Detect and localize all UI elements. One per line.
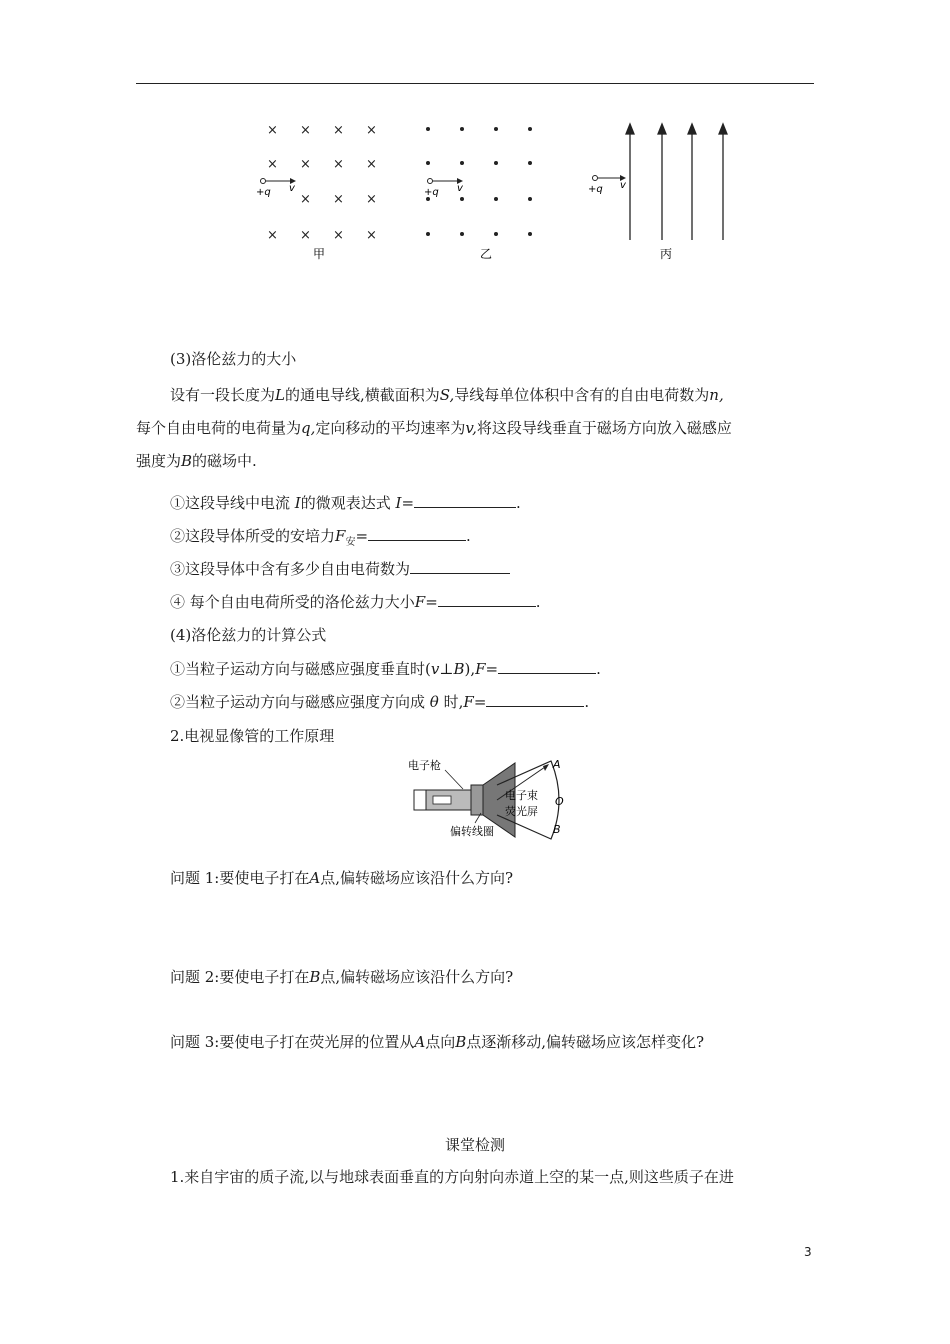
section3-para-line1: 设有一段长度为L的通电导线,横截面积为S,导线每单位体积中含有的自由电荷数为n,	[170, 386, 724, 404]
label-point-o: O	[555, 795, 564, 808]
cross-mark: ×	[300, 228, 311, 243]
answer-blank[interactable]	[410, 559, 510, 574]
charge-arrow-yi	[424, 178, 464, 198]
check-question-1: 1.来自宇宙的质子流,以与地球表面垂直的方向射向赤道上空的某一点,则这些质子在进	[170, 1168, 734, 1186]
answer-blank[interactable]	[368, 526, 466, 541]
charge-label: +q	[256, 187, 271, 198]
cross-mark: ×	[333, 157, 344, 172]
cross-mark: ×	[267, 228, 278, 243]
cross-field-jia	[267, 123, 377, 243]
label-screen: 荧光屏	[505, 805, 538, 818]
cross-mark: ×	[366, 157, 377, 172]
cross-mark: ×	[267, 157, 278, 172]
section3-para-line2: 每个自由电荷的电荷量为q,定向移动的平均速率为v,将这段导线垂直于磁场方向放入磁感应	[136, 419, 732, 437]
label-electron-beam: 电子束	[505, 789, 538, 802]
velocity-label: v	[457, 183, 463, 194]
class-check-title: 课堂检测	[444, 1136, 505, 1154]
section3-title: (3)洛伦兹力的大小	[170, 350, 297, 368]
formula-angle: ②当粒子运动方向与磁感应强度方向成 θ 时,F= .	[170, 693, 590, 711]
charge-label: +q	[424, 187, 439, 198]
answer-blank[interactable]	[486, 692, 584, 707]
cross-mark: ×	[366, 123, 377, 138]
cross-mark: ×	[333, 228, 344, 243]
velocity-label: v	[289, 183, 295, 194]
header-rule	[136, 83, 814, 84]
figure-label-yi: 乙	[480, 247, 493, 261]
label-electron-gun: 电子枪	[408, 759, 441, 772]
cross-mark: ×	[267, 123, 278, 138]
formula-perpendicular: ①当粒子运动方向与磁感应强度垂直时(v⊥B),F= .	[170, 660, 601, 678]
question-2: 问题 2:要使电子打在B点,偏转磁场应该沿什么方向?	[170, 968, 514, 986]
charge-label: +q	[588, 184, 603, 195]
item-ampere-force: ②这段导体所受的安培力$F_安=$ .	[170, 527, 471, 548]
label-deflection-coil: 偏转线圈	[450, 825, 494, 838]
cross-mark: ×	[366, 228, 377, 243]
cross-mark: ×	[366, 192, 377, 207]
field-diagrams-figure	[240, 110, 740, 270]
velocity-label: v	[620, 180, 626, 191]
section3-para-line3: 强度为B的磁场中.	[136, 452, 257, 470]
figure-label-jia: 甲	[313, 247, 326, 261]
cross-mark: ×	[300, 192, 311, 207]
question-3: 问题 3:要使电子打在荧光屏的位置从A点向B点逐渐移动,偏转磁场应该怎样变化?	[170, 1033, 705, 1051]
section4-title: (4)洛伦兹力的计算公式	[170, 626, 327, 644]
cross-mark: ×	[300, 123, 311, 138]
figure-label-bing: 丙	[660, 247, 673, 261]
answer-blank[interactable]	[438, 592, 536, 607]
crt-tube-figure	[405, 755, 585, 840]
cross-mark: ×	[333, 192, 344, 207]
cross-mark: ×	[333, 123, 344, 138]
answer-blank[interactable]	[414, 493, 516, 508]
cross-mark: ×	[300, 157, 311, 172]
charge-arrow-jia	[256, 178, 296, 198]
field-lines-bing	[626, 124, 727, 240]
charge-arrow-bing	[588, 175, 627, 195]
item-charge-count: ③这段导体中含有多少自由电荷数为	[170, 559, 510, 579]
label-point-b: B	[553, 823, 561, 836]
page-number: 3	[804, 1245, 812, 1259]
answer-blank[interactable]	[498, 659, 596, 674]
item-current-expression: ①这段导线中电流 I的微观表达式 I= .	[170, 494, 521, 512]
item-lorentz-each: ④ 每个自由电荷所受的洛伦兹力大小F= .	[170, 593, 541, 611]
question-1: 问题 1:要使电子打在A点,偏转磁场应该沿什么方向?	[170, 869, 514, 887]
tv-section-title: 2.电视显像管的工作原理	[170, 727, 335, 745]
label-point-a: A	[553, 758, 561, 771]
